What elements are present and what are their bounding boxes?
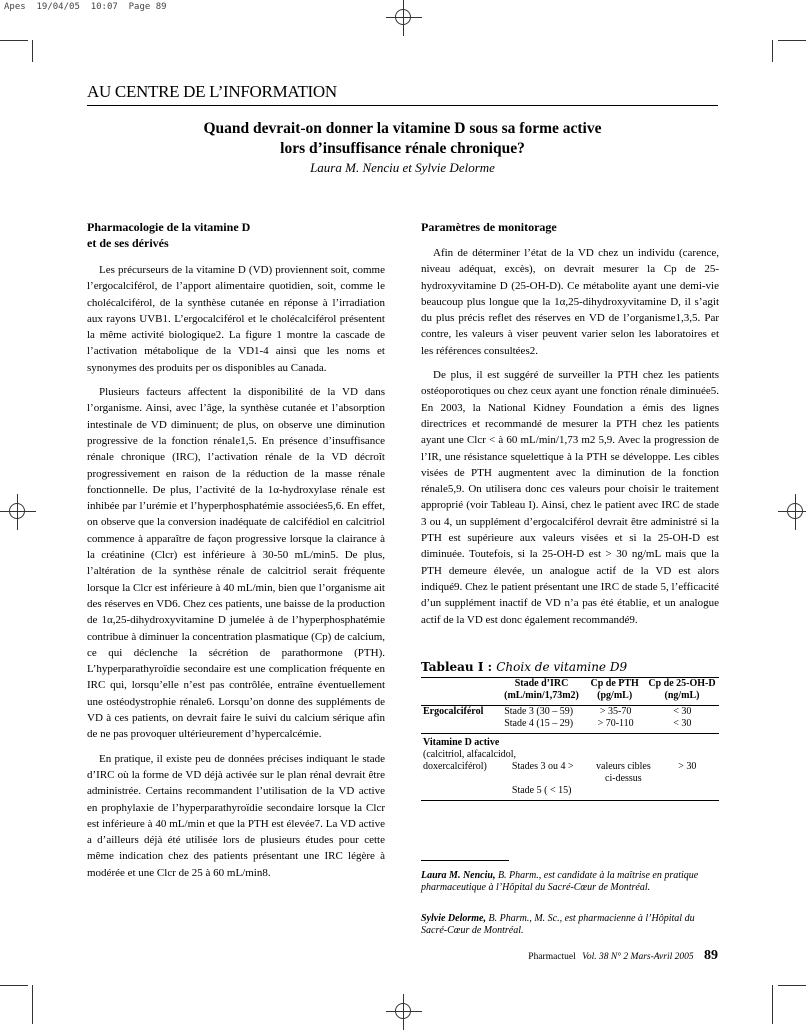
left-column [87, 219, 385, 881]
registration-mark-top [386, 0, 422, 36]
article-title-line1: Quand devrait-on donner la vitamine D sous sa forme active [203, 120, 602, 137]
crop-mark [0, 40, 28, 41]
crop-mark [0, 985, 28, 986]
author-bio: Sylvie Delorme, B. Pharm., M. Sc., est pharmacienne à l’Hôpital du Sacré-Cœur de Montréal. [421, 913, 695, 936]
paragraph: Les précurseurs de la vitamine D (VD) proviennent soit, comme l’ergocalciférol, de l’apport alimentaire quotidien, soit, comme le cholécalciférol, de la synthèse cutanée en réponse à l’irradiation aux rayons UVB1. L’ergocalciférol et le cholécalciférol présentent la même activité biologique2. La figure 1 montre la cascade de l’activation métabolique de la VD1-4 ainsi que les noms et synonymes des produits per os disponibles au Canada. [87, 264, 385, 374]
table-row: Vitamine D active [423, 737, 500, 748]
section-header: AU CENTRE DE L’INFORMATION [87, 82, 337, 101]
table-row: doxercalciférol) Stades 3 ou 4 > valeurs cibles ci-dessus > 30 [423, 761, 697, 784]
table-vitamin-d-choice [421, 660, 719, 801]
paragraph: En pratique, il existe peu de données précises indiquant le stade d’IRC où la forme de VD déjà activée sur le plan rénal devrait être administrée. Certains recommandent l’utilisation de la VD active en prophylaxie de l’hyperparathyroïdie secondaire lorsque la Clcr est inférieure à 40 mL/min et que la PTH est élevée7. La VD active a d’ailleurs déjà été utilisée lors de plusieurs études pour cette même indication chez des patients présentant une IRC légère à modérée et une Clcr de 25 à 60 mL/min8. [87, 752, 385, 879]
header-rule [87, 105, 718, 106]
right-column [421, 219, 719, 628]
table-title: Tableau I : Choix de vitamine D9 [421, 660, 628, 674]
registration-mark-bottom [386, 994, 422, 1030]
crop-mark [778, 40, 806, 41]
bio-rule [421, 860, 509, 861]
table-row: Stade 5 ( < 15) [511, 785, 572, 796]
section-heading-pharmacology: Pharmacologie de la vitamine D et de ses dérivés [87, 220, 251, 250]
data-table [421, 678, 719, 702]
page-number: 89 [704, 948, 718, 963]
data-table-body-2 [421, 737, 719, 797]
crop-mark [32, 985, 33, 1024]
data-table-body [421, 706, 719, 730]
crop-mark [772, 40, 773, 62]
registration-mark-left [0, 494, 36, 530]
article-authors: Laura M. Nenciu et Sylvie Delorme [310, 160, 495, 175]
crop-mark [772, 985, 773, 1024]
table-rule [421, 733, 719, 734]
article-title-line2: lors d’insuffisance rénale chronique? [280, 140, 525, 157]
print-slug: Apes 19/04/05 10:07 Page 89 [4, 2, 167, 12]
paragraph: Afin de déterminer l’état de la VD chez un individu (carence, niveau adéquat, excès), on devrait mesurer la Cp de 25-hydroxyvitamine D (25-OH-D). Ce métabolite ayant une demi-vie beaucoup plus longue que la 1α,25-dihydroxyvitamine D, il s’agit du plus précis reflet des réserves en VD de l’organisme1,3,5. Par contre, les valeurs à viser peuvent varier selon les laboratoires et les références consultées2. [421, 247, 719, 357]
page-footer: Pharmactuel Vol. 38 N° 2 Mars-Avril 2005 89 [528, 948, 718, 963]
section-heading-monitoring: Paramètres de monitorage [421, 220, 557, 234]
table-rule [421, 800, 719, 801]
crop-mark [32, 40, 33, 62]
table-header-row: Stade d’IRC (mL/min/1,73m2) Cp de PTH (pg/mL) Cp de 25-OH-D (ng/mL) [504, 678, 716, 701]
registration-mark-right [778, 494, 806, 530]
crop-mark [778, 985, 806, 986]
table-row: Ergocalciférol Stade 3 (30 – 59) > 35-70 < 30 [423, 706, 692, 717]
table-row: Stade 4 (15 – 29) > 70-110 < 30 [504, 718, 692, 729]
paragraph: De plus, il est suggéré de surveiller la PTH chez les patients ostéoporotiques ou chez ceux ayant une fonction rénale diminuée5. En 2003, la National Kidney Foundation a émis des lignes directrices et recommandé de mesurer la PTH chez les patients ayant une Clcr < à 60 mL/min/1,73 m2 5,9. Avec la progression de l’IR, une résistance squelettique à la PTH se développe. Les cibles visées de PTH augmentent avec la diminution de la fonction rénale5,9. On utilisera donc ces valeurs pour choisir le traitement approprié (voir Tableau I). Ainsi, chez le patient avec IRC de stade 3 ou 4, un supplément d’ergocalciférol devrait être administré si la PTH est supérieure aux valeurs visées et si la 25-OH-D est diminuée. Toutefois, si la 25-OH-D est > 30 ng/mL mais que la PTH demeure élevée, un analogue actif de la VD est alors indiqué9. Chez le patient présentant une IRC de stade 5, l’efficacité d’un supplément inactif de VD n’a pas été établie, et un analogue actif de la VD est donc également recommandé9. [421, 369, 719, 626]
table-row: (calcitriol, alfacalcidol, [423, 749, 517, 760]
author-bio: Laura M. Nenciu, B. Pharm., est candidate à la maîtrise en pratique pharmaceutique à l’Hôpital du Sacré-Cœur de Montréal. [421, 870, 699, 893]
paragraph: Plusieurs facteurs affectent la disponibilité de la VD dans l’organisme. Ainsi, avec l’âge, la synthèse cutanée et l’absorption intestinale de VD diminuent; de plus, on observe une diminution progressive de la fonction rénale1,5. En présence d’insuffisance rénale chronique (IRC), l’activation rénale de la VD décroît progressivement en raison de la réduction de la masse rénale fonctionnelle. De plus, l’activité de la 1α-hydroxylase rénale est inhibée par l’urémie et l’hyperphosphatémie associées5,6. En effet, on observe que la conversion inadéquate de calcifédiol en calcitriol commence à apparaître de façon progressive lorsque la clairance à la créatinine (Clcr) est inférieure à 30-50 mL/min5. De plus, l’altération de la synthèse rénale de calcitriol serait fréquente lorsque la Clcr est inférieure à 40 mL/min, bien que l’organisme ait des réserves en VD6. Chez ces patients, une baisse de la production de 1α,25-dihydroxyvitamine D jumelée à de l’hyperphosphatémie contribue à diminuer la concentration plasmatique (Cp) de calcium, ce qui déclenche la sécrétion de parathormone (PTH). L’hyperparathyroïdie secondaire est une complication fréquente en IRC qui, lorsqu’elle n’est pas contrôlée, entraîne éventuellement une ostéodystrophie rénale6. Lorsqu’on donne des suppléments de VD à ces patients, on devrait faire le suivi du calcium sérique afin de ne pas provoquer ultérieurement d’hypercalcémie. [87, 386, 385, 741]
